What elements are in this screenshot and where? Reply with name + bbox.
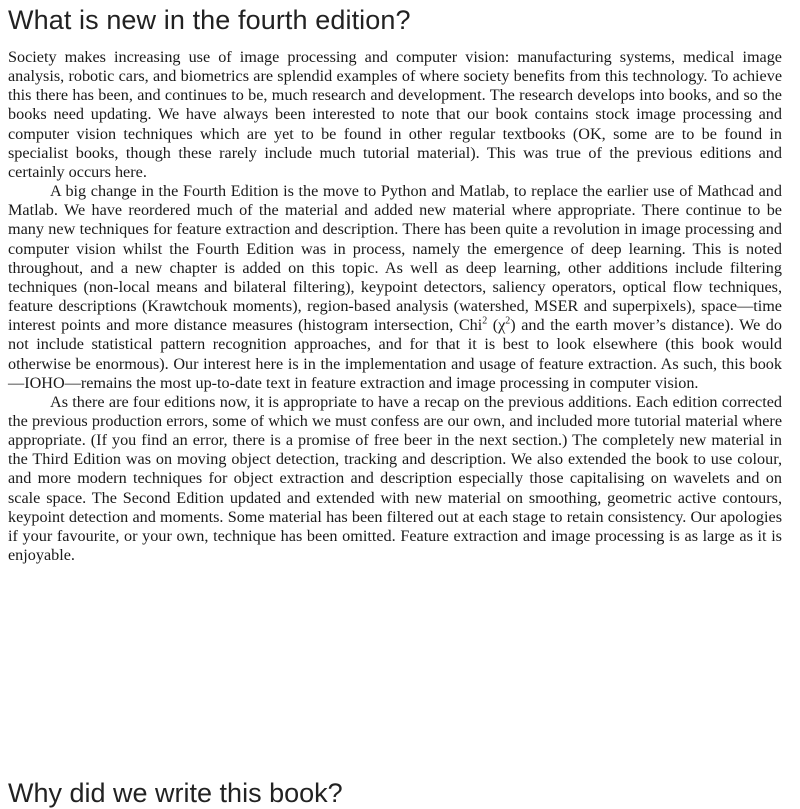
paragraph-2-part-2: (χ — [487, 316, 506, 335]
paragraph-3: As there are four editions now, it is appropriate to have a recap on the previous additions. Each edition corrected the previous production errors, some of which we must confess are our own, and included more tutorial material where appropriate. (If you find an error, there is a promise of free beer in the next section.) The completely new material in the Third Edition was on moving object detection, tracking and description. We also extended the book to use colour, and more modern techniques for object extraction and description especially those capitalising on wavelets and on scale space. The Second Edition updated and extended with new material on smoothing, geometric active contours, keypoint detection and moments. Some material has been filtered out at each stage to retain consistency. Our apologies if your favourite, or your own, technique has been omitted. Feature extraction and image processing is as large as it is enjoyable. — [8, 392, 782, 565]
superscript-chi-symbol-squared: 2 — [505, 315, 511, 327]
next-section-heading: Why did we write this book? — [8, 778, 343, 808]
document-page — [8, 0, 782, 565]
body-text — [8, 48, 782, 565]
paragraph-2-part-1: A big change in the Fourth Edition is the move to Python and Matlab, to replace the earlier use of Mathcad and Matlab. We have reordered much of the material and added new material where appropriate. There continue to be many new techniques for feature extraction and description. There has been quite a revolution in image processing and computer vision whilst the Fourth Edition was in process, namely the emergence of deep learning. This is noted throughout, and a new chapter is added on this topic. As well as deep learning, other additions include filtering techniques (non-local means and bilateral filtering), keypoint detectors, saliency operators, optical flow techniques, feature descriptions (Krawtchouk moments), region-based analysis (watershed, MSER and superpixels), space—time interest points and more distance measures (histogram intersection, Chi — [8, 182, 782, 335]
paragraph-2 — [8, 182, 782, 393]
superscript-chi-squared: 2 — [482, 315, 488, 327]
paragraph-2-part-3: ) and the earth mover’s distance). We do not include statistical pattern recognition approaches, and for that it is best to look elsewhere (this book would otherwise be enormous). Our interest here is in the implementation and usage of feature extraction. As such, this book—IOHO—remains the most up-to-date text in feature extraction and image processing in computer vision. — [8, 316, 782, 392]
paragraph-1: Society makes increasing use of image processing and computer vision: manufacturing systems, medical image analysis, robotic cars, and biometrics are splendid examples of where society benefits from this technology. To achieve this there has been, and continues to be, much research and development. The research develops into books, and so the books need updating. We have always been interested to note that our book contains stock image processing and computer vision techniques which are yet to be found in other regular textbooks (OK, some are to be found in specialist books, though these rarely include much tutorial material). This was true of the previous editions and certainly occurs here. — [8, 48, 782, 181]
section-heading: What is new in the fourth edition? — [8, 5, 411, 35]
